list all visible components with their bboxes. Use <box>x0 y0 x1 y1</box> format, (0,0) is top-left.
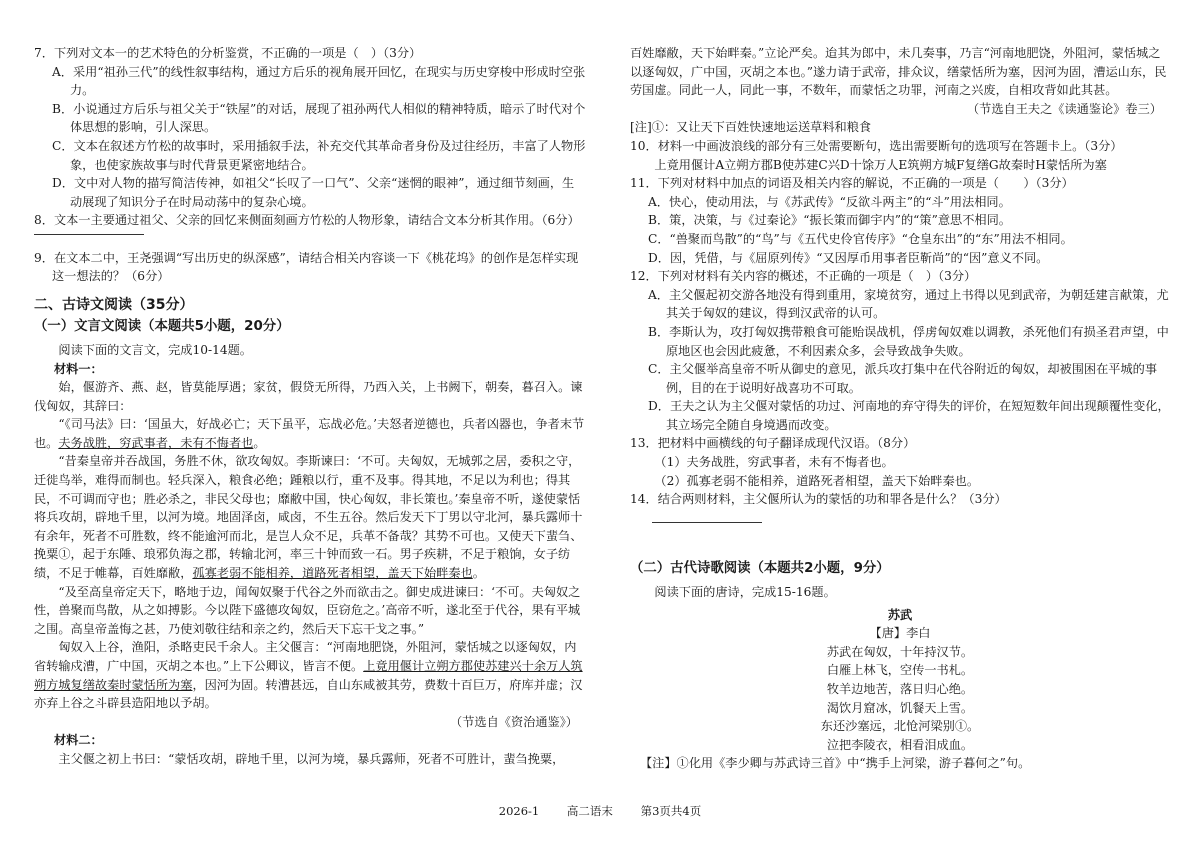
answer-line <box>34 233 144 235</box>
material-1-para-4: “及至高皇帝定天下，略地于边，闻匈奴聚于代谷之外而欲击之。御史成进谏曰：‘不可。夫匈奴之性，兽聚而鸟散，从之如搏影。今以陛下盛德攻匈奴，臣窃危之。’高帝不听，遂北至于代谷，果有平城之围。高皇帝盖悔之甚，乃使刘敬往结和亲之约，然后天下忘干戈之事。” <box>34 584 581 636</box>
poem-title: 苏武 <box>887 607 913 622</box>
subsection-1-heading: （一）文言文阅读（本题共5小题，20分） <box>34 319 290 335</box>
q7-option-a: A．采用“祖孙三代”的线性叙事结构，通过方后乐的视角展开回忆，在现实与历史穿梭中形成时空张力。 <box>52 64 586 98</box>
underlined-sentence-1: 夫务战胜，穷武事者，未有不悔者也 <box>58 435 254 450</box>
material-1-para-2 <box>34 415 586 452</box>
text-run: 。 <box>472 566 485 581</box>
poem-line: 牧羊边地苦，落日归心绝。 <box>826 682 974 696</box>
right-column <box>630 44 1170 773</box>
material-1-source: （节选自《资治通鉴》） <box>450 714 578 729</box>
answer-line <box>652 521 762 523</box>
question-10: 10．材料一中画波浪线的部分有三处需要断句，选出需要断句的选项写在答题卡上。（3分） <box>630 138 1123 153</box>
exam-subject: 高二语末 <box>566 804 613 818</box>
material-2-para-1: 主父偃之初上书曰：“蒙恬攻胡，辟地千里，以河为境，暴兵露师，死者不可胜计，蜚刍挽粟， <box>58 751 565 766</box>
page-footer <box>0 803 1200 819</box>
q11-option-c: C．“兽聚而鸟散”的“鸟”与《五代史伶官传序》“仓皇东出”的“东”用法不相同。 <box>648 231 1073 246</box>
question-12: 12．下列对材料有关内容的概述，不正确的一项是（ ）（3分） <box>630 269 977 284</box>
q7-option-c: C．文本在叙述方竹松的故事时，采用插叙手法，补充交代其革命者身份及过往经历，丰富了人物形象，也使家族故事与时代背景更紧密地结合。 <box>52 138 586 172</box>
q13-item-1: （1）夫务战胜，穷武事者，未有不悔者也。 <box>654 455 894 470</box>
q13-item-2: （2）孤寡老弱不能相养，道路死者相望，盖天下始畔秦也。 <box>654 473 980 488</box>
text-run: 匈奴入上谷，渔阳，杀略吏民千余人。主父偃言：“河南地肥饶，外阻河，蒙恬城之以逐匈奴，内省转输戍漕，广中国，灭胡之本也。”上下公卿议，皆言不便。 <box>34 640 577 673</box>
text-run: “《司马法》曰：‘国虽大，好战必亡；天下虽平，忘战必危。’夫怒者逆德也，兵者凶器也，争者末节也。 <box>34 417 585 450</box>
q7-option-d: D．文中对人物的描写简洁传神，如祖父“长叹了一口气”、父亲“迷惘的眼神”，通过细节刻画，生动展现了知识分子在时局动荡中的复杂心境。 <box>52 176 575 209</box>
q10-sentence: 上竟用偃计A立朔方郡B使苏建C兴D十馀万人E筑朔方城F复缮G故秦时H蒙恬所为塞 <box>654 157 1107 172</box>
page-number: 第3页共4页 <box>640 804 702 818</box>
annotation-note: [注]①：又让天下百姓快速地运送草料和粮食 <box>630 120 872 135</box>
poem-line: 东还沙塞远，北怆河梁别①。 <box>820 719 980 734</box>
question-8: 8．文本一主要通过祖父、父亲的回忆来侧面刻画方竹松的人物形象，请结合文本分析其作用。（6分） <box>34 213 580 228</box>
q11-option-b: B．策，决策，与《过秦论》“振长策而御宇内”的“策”意思不相同。 <box>648 213 1011 228</box>
poem-author: 【唐】李白 <box>869 626 931 641</box>
reading-intro: 阅读下面的文言文，完成10-14题。 <box>58 342 252 357</box>
spacer <box>630 536 1170 558</box>
underlined-sentence-2: 孤寡老弱不能相养，道路死者相望，盖天下始畔秦也 <box>192 566 473 581</box>
poem-line: 苏武在匈奴，十年持汉节。 <box>826 644 974 659</box>
text-run: ，因河为固。转漕甚远，自山东咸被其劳，费数十百巨万，府库并虚；汉亦弃上谷之斗辟县造阳地以予胡。 <box>34 677 583 711</box>
q11-option-d: D．因，凭借，与《屈原列传》“又因厚币用事者臣靳尚”的“因”意义不同。 <box>648 250 1049 265</box>
poem-line: 泣把李陵衣，相看泪成血。 <box>826 737 974 752</box>
poem-note: 【注】①化用《李少卿与苏武诗三首》中“携手上河梁，游子暮何之”句。 <box>640 756 1031 771</box>
q12-option-b: B．李斯认为，攻打匈奴携带粮食可能贻误战机，俘虏匈奴难以调教，杀死他们有损圣君声望，中原地区也会因此疲惫，不利因素众多，会导致战争失败。 <box>648 324 1169 358</box>
section-2-heading: 二、古诗文阅读（35分） <box>34 296 194 313</box>
material-2-source: （节选自王夫之《读通鉴论》卷三） <box>967 101 1162 116</box>
poem-intro: 阅读下面的唐诗，完成15-16题。 <box>654 585 836 600</box>
subsection-2-heading: （二）古代诗歌阅读（本题共2小题，9分） <box>630 561 890 577</box>
question-14: 14．结合两则材料，主父偃所认为的蒙恬的功和罪各是什么？（3分） <box>630 492 1007 507</box>
material-1-para-1: 始，偃游齐、燕、赵，皆莫能厚遇；家贫，假贷无所得，乃西入关，上书阙下，朝奏，暮召入。谏伐匈奴，其辞曰： <box>34 380 583 413</box>
q12-option-c: C．主父偃举高皇帝不听从御史的意见，派兵攻打集中在代谷附近的匈奴，却被围困在平城的事例，目的在于说明好战喜功不可取。 <box>648 362 1158 395</box>
exam-code: 2026-1 <box>498 804 540 818</box>
q12-option-d: D．王夫之认为主父偃对蒙恬的功过、河南地的弃守得失的评价，在短短数年间出现颠覆性变化，其立场完全随自身境遇而改变。 <box>648 399 1170 432</box>
material-2-continued: 百姓靡敝，天下始畔秦。”立论严矣。迨其为郎中，未几奏事，乃言“河南地肥饶，外阻河，蒙恬城之以逐匈奴，广中国，灭胡之本也。”遂力请于武帝，排众议，缮蒙恬所为塞，因河为固，漕运山东，民劳国虚。同此一人，同此一事，不数年，而蒙恬之功罪，河南之兴废，自相攻背如此其甚。 <box>630 46 1167 98</box>
q7-option-b: B．小说通过方后乐与祖父关于“铁屋”的对话，展现了祖孙两代人相似的精神特质，暗示了时代对个体思想的影响，引人深思。 <box>52 101 586 135</box>
wavy-line-sentence: 上竟用偃计立朔方郡使苏建兴十余万人筑朔方城复缮故秦时蒙恬所为塞 <box>34 659 583 692</box>
text-run: 。 <box>253 435 266 450</box>
poem-line: 渴饮月窟冰，饥餐天上雪。 <box>826 700 974 715</box>
question-7: 7．下列对文本一的艺术特色的分析鉴赏，不正确的一项是（ ）（3分） <box>34 46 422 60</box>
text-run: “昔秦皇帝并吞战国，务胜不休，欲攻匈奴。李斯谏曰：‘不可。夫匈奴，无城郭之居，委积之守，迁徙鸟举，难得而制也。轻兵深入，粮食必绝；踵粮以行，重不及事。得其地，不足以为利也；得其民，不可调而守也；胜必杀之，非民父母也；靡敝中国，快心匈奴，非长策也。’秦皇帝不听，遂使蒙恬将兵攻胡，辟地千里，以河为境。地固泽卤，咸卤，不生五谷。然后发天下丁男以守北河，暴兵露师十有余年，死者不可胜数，终不能逾河而北，是岂人众不足，兵革不备哉？其势不可也。又使天下蜚刍、挽粟①，起于东陲、琅邪负海之郡，转输北河，率三十钟而致一石。男子疾耕，不足于粮饷，女子纺绩，不足于帷幕，百姓靡敝， <box>34 454 583 581</box>
q11-option-a: A．快心，使动用法，与《苏武传》“反欲斗两主”的“斗”用法相同。 <box>648 194 1011 209</box>
material-1-para-3 <box>34 452 586 582</box>
material-2-label: 材料二： <box>54 733 103 748</box>
q12-option-a: A．主父偃起初交游各地没有得到重用，家境贫穷，通过上书得以见到武帝，为朝廷建言献策，尤其关于匈奴的建议，得到汉武帝的认可。 <box>648 287 1169 321</box>
left-column <box>34 44 586 769</box>
question-9: 9．在文本二中，王尧强调“写出历史的纵深感”，请结合相关内容谈一下《桃花坞》的创作是怎样实现这一想法的？（6分） <box>34 250 579 284</box>
question-13: 13．把材料中画横线的句子翻译成现代汉语。（8分） <box>630 436 916 451</box>
material-1-para-5 <box>34 638 586 712</box>
material-1-label: 材料一： <box>54 361 103 376</box>
question-11: 11．下列对材料中加点的词语及相关内容的解说，不正确的一项是（ ）（3分） <box>630 176 1074 191</box>
poem-line: 白雁上林飞，空传一书札。 <box>826 663 974 678</box>
